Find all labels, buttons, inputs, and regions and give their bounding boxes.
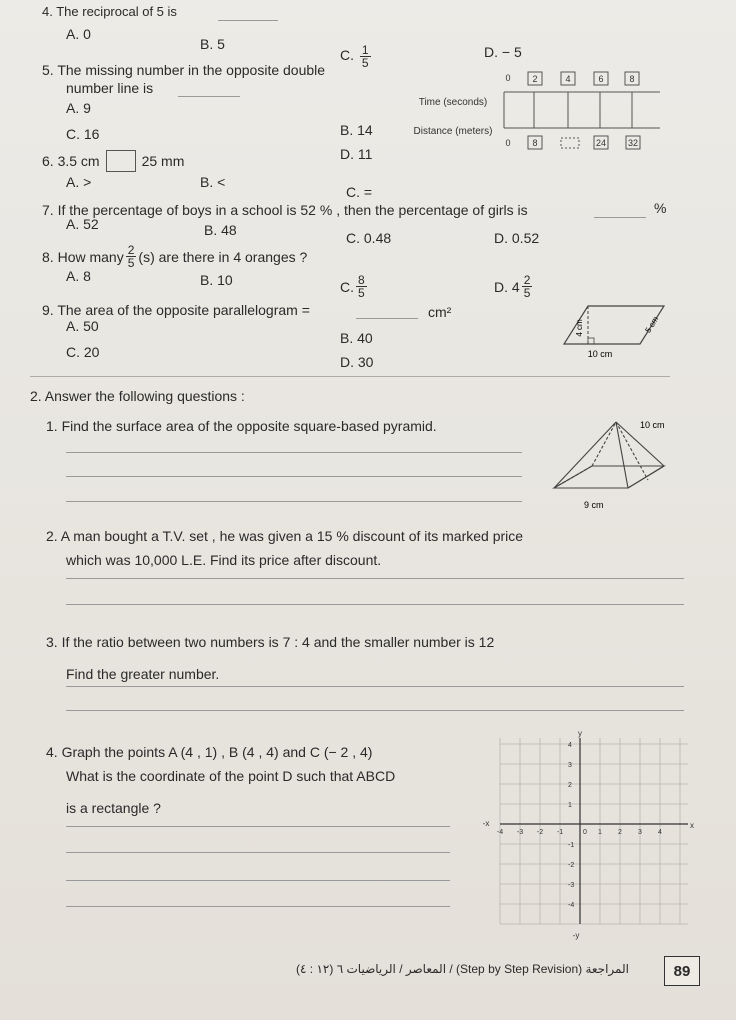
nl-top-1: 2 [532, 74, 538, 84]
nl-top-label: Time (seconds) [418, 97, 488, 108]
q8-prompt: 8. How many $\frac{2}{5}$ (s) are there in 4 oranges ? [42, 243, 308, 270]
x-tick-label: -3 [516, 829, 524, 836]
s2-q3-line1: 3. If the ratio between two numbers is 7 : 4 and the smaller number is 12 [46, 634, 495, 650]
nl-bottom-label: Distance (meters) [413, 126, 493, 137]
nl-top-2: 4 [565, 74, 571, 84]
s2-q2-answer-line-1[interactable] [66, 578, 684, 579]
q7-answer-blank[interactable] [594, 217, 646, 218]
q6-option-a[interactable]: A. > [66, 174, 92, 190]
coordinate-grid[interactable] [470, 728, 700, 946]
q6-option-c[interactable]: C. = [346, 184, 373, 200]
q9-answer-blank[interactable] [356, 318, 418, 319]
nl-top-3: 6 [598, 74, 604, 84]
q5-option-b[interactable]: B. 14 [340, 122, 373, 138]
section-divider [30, 376, 670, 377]
q5-prompt-line1: 5. The missing number in the opposite double [42, 62, 326, 78]
pyramid-base-label: 9 cm [584, 500, 604, 510]
s2-q4-answer-line-4[interactable] [66, 906, 450, 907]
q5-option-d[interactable]: D. 11 [340, 146, 373, 162]
q4-prompt: 4. The reciprocal of 5 is [42, 4, 177, 19]
pyramid-figure [548, 408, 678, 516]
s2-q1-prompt: 1. Find the surface area of the opposite square-based pyramid. [46, 418, 437, 434]
q4-option-d[interactable]: D. − 5 [484, 44, 522, 60]
nl-bottom-3: 24 [595, 138, 607, 148]
y-tick-label: 4 [568, 742, 572, 749]
s2-q1-answer-line-3[interactable] [66, 501, 522, 502]
s2-q4-line1: 4. Graph the points A (4 , 1) , B (4 , 4) and C (− 2 , 4) [46, 744, 373, 760]
parallelogram-side-label: 5 cm [643, 314, 661, 335]
footer-caption: (١٢ : ٤) المعاصر / الرياضيات ٦ / (Step by Step Revision) المراجعة [296, 962, 629, 976]
q8-option-b[interactable]: B. 10 [200, 272, 233, 288]
nl-bottom-1: 8 [532, 138, 538, 148]
q7-prompt: 7. If the percentage of boys in a school is 52 % , then the percentage of girls is [42, 202, 528, 218]
q6-prompt: 6. 3.5 cm 25 mm [42, 150, 184, 172]
y-tick-label: 1 [568, 802, 572, 809]
x-tick-label: -4 [496, 829, 504, 836]
q7-option-a[interactable]: A. 52 [66, 216, 99, 232]
s2-q4-line2: What is the coordinate of the point D such that ABCD [66, 768, 396, 784]
s2-q4-answer-line-2[interactable] [66, 852, 450, 853]
q8-option-d[interactable]: D. 4 $\frac{2}{5}$ [494, 273, 531, 300]
pyramid-slant-label: 10 cm [640, 420, 665, 430]
x-tick-label: -1 [556, 829, 564, 836]
q4-option-c[interactable]: C. $\frac{1}{5}$ [340, 43, 369, 70]
q7-option-c[interactable]: C. 0.48 [346, 230, 392, 246]
parallelogram-figure [560, 296, 670, 362]
s2-q4-line3: is a rectangle ? [66, 800, 161, 816]
q9-option-c[interactable]: C. 20 [66, 344, 100, 360]
y-tick-label: -3 [568, 882, 575, 889]
q9-option-a[interactable]: A. 50 [66, 318, 99, 334]
q4-answer-blank[interactable] [218, 20, 278, 21]
page-number: 89 [664, 956, 700, 986]
q9-option-b[interactable]: B. 40 [340, 330, 373, 346]
y-tick-label: 2 [568, 782, 572, 789]
q9-option-d[interactable]: D. 30 [340, 354, 374, 370]
y-tick-label: -1 [568, 842, 575, 849]
x-tick-label: -2 [536, 829, 544, 836]
y-axis-label: y [578, 729, 582, 738]
q4-option-a[interactable]: A. 0 [66, 26, 91, 42]
neg-y-axis-label: -y [572, 931, 580, 940]
double-number-line [408, 68, 670, 156]
q7-option-d[interactable]: D. 0.52 [494, 230, 540, 246]
q7-percent-sign: % [654, 200, 667, 216]
q8-option-c[interactable]: C. $\frac{8}{5}$ [340, 273, 365, 300]
x-tick-label: 2 [618, 829, 622, 836]
x-tick-label: 1 [598, 829, 602, 836]
q5-option-a[interactable]: A. 9 [66, 100, 91, 116]
parallelogram-base-label: 10 cm [587, 349, 613, 359]
x-tick-label: 3 [638, 829, 642, 836]
nl-top-4: 8 [629, 74, 635, 84]
q6-option-b[interactable]: B. < [200, 174, 226, 190]
s2-q3-answer-line-2[interactable] [66, 710, 684, 711]
q4-option-b[interactable]: B. 5 [200, 36, 225, 52]
nl-bottom-0: 0 [505, 138, 511, 148]
q9-unit: cm² [428, 304, 452, 320]
s2-q1-answer-line-2[interactable] [66, 476, 522, 477]
y-tick-label: 3 [568, 762, 572, 769]
s2-q4-answer-line-3[interactable] [66, 880, 450, 881]
x-tick-label: 4 [658, 829, 662, 836]
nl-bottom-4: 32 [627, 138, 639, 148]
q5-answer-blank[interactable] [178, 96, 240, 97]
x-tick-label: 0 [583, 829, 587, 836]
q9-prompt: 9. The area of the opposite parallelogram = [42, 302, 310, 318]
s2-q2-answer-line-2[interactable] [66, 604, 684, 605]
q7-option-b[interactable]: B. 48 [204, 222, 237, 238]
neg-x-axis-label: -x [482, 819, 490, 828]
section2-heading: 2. Answer the following questions : [30, 388, 245, 404]
q8-option-a[interactable]: A. 8 [66, 268, 91, 284]
y-tick-label: -2 [568, 862, 575, 869]
s2-q2-line1: 2. A man bought a T.V. set , he was given a 15 % discount of its marked price [46, 528, 524, 544]
y-tick-label: -4 [568, 902, 575, 909]
q5-prompt-line2: number line is [66, 80, 154, 96]
s2-q1-answer-line-1[interactable] [66, 452, 522, 453]
parallelogram-height-label: 4 cm [575, 319, 584, 337]
s2-q3-line2: Find the greater number. [66, 666, 220, 682]
q5-option-c[interactable]: C. 16 [66, 126, 100, 142]
s2-q2-line2: which was 10,000 L.E. Find its price after discount. [66, 552, 382, 568]
nl-top-0: 0 [505, 73, 511, 83]
s2-q4-answer-line-1[interactable] [66, 826, 450, 827]
s2-q3-answer-line-1[interactable] [66, 686, 684, 687]
x-axis-label: x [690, 821, 694, 830]
q6-answer-box[interactable] [106, 150, 136, 172]
